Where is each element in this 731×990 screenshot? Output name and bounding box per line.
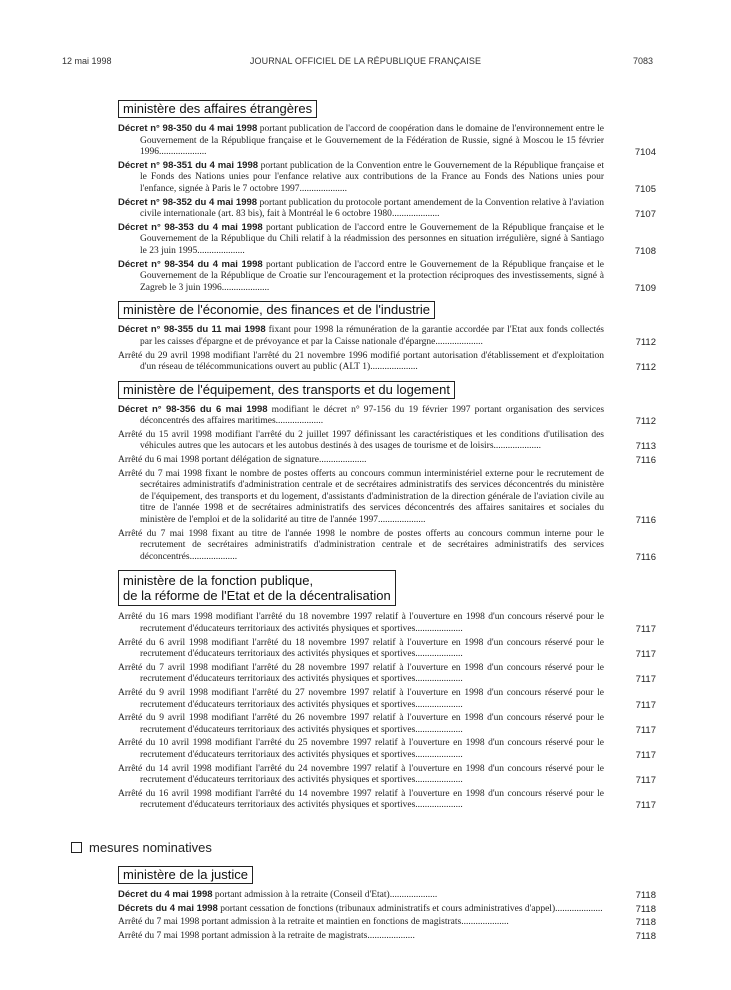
entry-text bbox=[118, 737, 604, 761]
entry-page-number: 7118 bbox=[635, 917, 656, 929]
toc-entry[interactable] bbox=[118, 404, 656, 428]
entry-text bbox=[118, 197, 604, 221]
entry-page-number: 7112 bbox=[635, 362, 656, 374]
toc-entry[interactable] bbox=[118, 324, 656, 348]
toc-entry[interactable] bbox=[118, 712, 656, 736]
section-title-line: ministère des affaires étrangères bbox=[123, 101, 313, 116]
toc-entry[interactable] bbox=[118, 637, 656, 661]
entry-page-number: 7104 bbox=[634, 147, 656, 159]
toc-entry[interactable] bbox=[118, 528, 656, 564]
entry-text bbox=[118, 930, 604, 943]
entry-description: Arrêté du 14 avril 1998 modifiant l'arrêté du 24 novembre 1997 relatif à l'ouverture en 1998 d'un concours réservé pour le recrutement d'éducateurs territoriaux des activités physiques et sportives bbox=[118, 763, 604, 786]
entry-description: portant cessation de fonctions (tribunaux administratifs et cours administratives d'appel) bbox=[217, 903, 556, 914]
entry-text bbox=[118, 404, 604, 428]
entry-description: portant publication du protocole portant amendement de la Convention relative à l'aviation civile internationale (art. 83 bis), fait à Montréal le 6 octobre 1980 bbox=[140, 197, 604, 220]
entry-page-number: 7116 bbox=[635, 515, 656, 527]
entry-text bbox=[118, 324, 604, 348]
entry-description: portant publication de la Convention entre le Gouvernement de la République française et le Fonds des Nations unies pour l'enfance relative aux contributions de la France au Fonds des Nations unies pour l'enfance, signée à Paris le 7 octobre 1997 bbox=[140, 160, 605, 194]
header-date: 12 mai 1998 bbox=[62, 56, 112, 66]
entry-leader-dots: .................... bbox=[275, 416, 324, 427]
entry-description: Arrêté du 9 avril 1998 modifiant l'arrêté du 27 novembre 1997 relatif à l'ouverture en 1998 d'un concours réservé pour le recrutement d'éducateurs territoriaux des activités physiques et sportives bbox=[118, 687, 604, 710]
section-title bbox=[118, 381, 455, 399]
toc-entry[interactable] bbox=[118, 350, 656, 374]
entry-leader-dots: .................... bbox=[415, 674, 463, 685]
entry-text bbox=[118, 903, 604, 916]
section-title bbox=[118, 570, 396, 606]
entry-page-number: 7112 bbox=[635, 336, 656, 348]
entry-description: Arrêté du 15 avril 1998 modifiant l'arrêté du 2 juillet 1997 définissant les caractéristiques et les conditions d'utilisation des véhicules autres que les autocars et les autobus destinés à des usages de tourisme et de loisirs bbox=[118, 429, 604, 452]
entry-text bbox=[118, 712, 604, 736]
entry-leader-dots: .................... bbox=[389, 890, 438, 900]
entry-decree-ref: Décret n° 98-351 du 4 mai 1998 bbox=[118, 159, 259, 171]
entry-leader-dots: .................... bbox=[415, 749, 463, 760]
entry-description: Arrêté du 29 avril 1998 modifiant l'arrêté du 21 novembre 1996 modifié portant autorisation d'établissement et d'exploitation d'un réseau de télécommunications ouvert au public (ALT 1) bbox=[118, 350, 604, 373]
entry-leader-dots: .................... bbox=[415, 775, 463, 786]
entry-leader-dots: .................... bbox=[377, 515, 426, 526]
entry-text bbox=[118, 637, 604, 661]
toc-entry[interactable] bbox=[118, 903, 656, 916]
toc-entry[interactable] bbox=[118, 687, 656, 711]
toc-entry[interactable] bbox=[118, 197, 656, 221]
entry-text bbox=[118, 788, 604, 812]
entry-text bbox=[118, 259, 604, 295]
entry-description: Arrêté du 6 avril 1998 modifiant l'arrêté du 18 novembre 1997 relatif à l'ouverture en 1998 d'un concours réservé pour le recrutement d'éducateurs territoriaux des activités physiques et sportives bbox=[118, 637, 604, 660]
entry-leader-dots: .................... bbox=[197, 245, 245, 256]
entry-page-number: 7117 bbox=[635, 749, 656, 761]
toc-entry[interactable] bbox=[118, 930, 656, 943]
entry-text bbox=[118, 123, 604, 159]
toc-entry[interactable] bbox=[118, 454, 656, 467]
entry-page-number: 7117 bbox=[635, 649, 656, 661]
mesures-nominatives-heading bbox=[71, 840, 212, 855]
entry-page-number: 7116 bbox=[635, 455, 656, 467]
entry-text bbox=[118, 222, 604, 258]
toc-entry[interactable] bbox=[118, 222, 656, 258]
entry-leader-dots: .................... bbox=[415, 699, 463, 710]
entry-description: fixant pour 1998 la rémunération de la garantie accordée par l'Etat aux fonds collectés par les caisses d'épargne et de prévoyance et par la Caisse nationale d'épargne bbox=[140, 325, 604, 347]
section-justice bbox=[118, 866, 656, 942]
entry-page-number: 7109 bbox=[634, 282, 656, 294]
section-equipement bbox=[118, 381, 656, 564]
entry-page-number: 7117 bbox=[635, 674, 656, 686]
entry-leader-dots: .................... bbox=[189, 551, 238, 562]
section-title-line: ministère de l'équipement, des transports et du logement bbox=[123, 381, 450, 397]
section-affaires-etrangeres bbox=[118, 100, 656, 294]
entry-description: Arrêté du 7 mai 1998 fixant le nombre de postes offerts au concours commun interministériel externe pour le recrutement de secrétaires administratifs d'administration centrale et de secrétaires administratifs des services déconcentrés du ministère de l'équipement, des transports et du logement, d'assistants d'administration de la direction générale de l'aviation civile au titre de l'année 1998 et de secrétaires administratifs des services déconcentrés des affaires sanitaires et sociales du ministère de l'emploi et de la solidarité au titre de l'année 1997 bbox=[118, 468, 604, 526]
entry-description: Arrêté du 16 avril 1998 modifiant l'arrêté du 14 novembre 1997 relatif à l'ouverture en 1998 d'un concours réservé pour le recrutement d'éducateurs territoriaux des activités physiques et sportives bbox=[118, 788, 604, 811]
entry-decree-ref: Décret n° 98-352 du 4 mai 1998 bbox=[118, 196, 258, 208]
toc-entry[interactable] bbox=[118, 916, 656, 929]
toc-entry[interactable] bbox=[118, 889, 656, 902]
entry-description: portant publication de l'accord entre le Gouvernement de la République française et le Gouvernement de la République du Chili relatif à la réadmission des personnes en situation irrégulière, signé à Santiago le 23 juin 1995 bbox=[140, 222, 604, 256]
toc-entry[interactable] bbox=[118, 429, 656, 453]
toc-entry[interactable] bbox=[118, 737, 656, 761]
entry-leader-dots: .................... bbox=[435, 336, 483, 347]
entry-description: portant publication de l'accord entre le Gouvernement de la République française et le Gouvernement de la République de Croatie sur l'encouragement et la protection réciproques des investissements, signé à Zagreb le 3 juin 1996 bbox=[140, 259, 604, 293]
entry-leader-dots: .................... bbox=[493, 441, 542, 452]
section-title-line: de la réforme de l'Etat et de la décentralisation bbox=[123, 588, 391, 604]
entry-page-number: 7118 bbox=[635, 890, 656, 901]
entry-leader-dots: .................... bbox=[415, 800, 463, 811]
entry-description: Arrêté du 7 mai 1998 portant admission à la retraite et maintien en fonctions de magistrats bbox=[118, 917, 462, 928]
section-economie bbox=[118, 301, 656, 373]
entry-leader-dots: .................... bbox=[159, 147, 207, 158]
header-title: JOURNAL OFFICIEL DE LA RÉPUBLIQUE FRANÇAISE bbox=[249, 56, 482, 66]
entry-text bbox=[118, 687, 604, 711]
entry-page-number: 7116 bbox=[635, 551, 656, 563]
entry-description: Arrêté du 16 mars 1998 modifiant l'arrêté du 18 novembre 1997 relatif à l'ouverture en 1998 d'un concours réservé pour le recrutement d'éducateurs territoriaux des activités physiques et sportives bbox=[118, 612, 604, 634]
toc-entry[interactable] bbox=[118, 160, 656, 196]
entry-leader-dots: .................... bbox=[299, 183, 347, 194]
entry-text bbox=[118, 429, 604, 453]
entry-decree-ref: Décret n° 98-350 du 4 mai 1998 bbox=[118, 123, 258, 134]
toc-entry[interactable] bbox=[118, 259, 656, 295]
entry-text bbox=[118, 662, 604, 686]
entry-description: Arrêté du 7 avril 1998 modifiant l'arrêté du 28 novembre 1997 relatif à l'ouverture en 1998 d'un concours réservé pour le recrutement d'éducateurs territoriaux des activités physiques et sportives bbox=[118, 662, 604, 685]
section-title-line: ministère de l'économie, des finances et de l'industrie bbox=[123, 302, 431, 318]
entry-page-number: 7105 bbox=[634, 183, 656, 195]
entry-text bbox=[118, 763, 604, 787]
header-page-number: 7083 bbox=[632, 56, 653, 66]
entry-text bbox=[118, 160, 604, 196]
entry-leader-dots: .................... bbox=[319, 455, 367, 466]
entry-description: Arrêté du 7 mai 1998 fixant au titre de l'année 1998 le nombre de postes offerts au concours commun interne pour le recrutement de secrétaires administratifs d'administration centrale et de secrétaires administratifs des services déconcentrés bbox=[118, 528, 604, 562]
entry-page-number: 7117 bbox=[635, 775, 656, 787]
entry-description: Arrêté du 9 avril 1998 modifiant l'arrêté du 26 novembre 1997 relatif à l'ouverture en 1998 d'un concours réservé pour le recrutement d'éducateurs territoriaux des activités physiques et sportives bbox=[118, 713, 604, 735]
entry-leader-dots: .................... bbox=[555, 903, 603, 914]
section-title-line: ministère de la fonction publique, bbox=[123, 573, 314, 589]
entry-page-number: 7117 bbox=[635, 800, 656, 812]
entry-description: Arrêté du 7 mai 1998 portant admission à la retraite de magistrats bbox=[118, 930, 368, 941]
entry-page-number: 7118 bbox=[635, 930, 656, 942]
entry-decree-ref: Décret n° 98-354 du 4 mai 1998 bbox=[118, 258, 263, 270]
justice-section-container bbox=[118, 866, 656, 949]
section-title bbox=[118, 866, 253, 884]
entry-page-number: 7117 bbox=[635, 724, 656, 736]
entry-leader-dots: .................... bbox=[370, 362, 418, 373]
entry-text bbox=[118, 611, 604, 635]
entry-page-number: 7113 bbox=[635, 441, 656, 453]
toc-entry[interactable] bbox=[118, 788, 656, 812]
entry-text bbox=[118, 528, 604, 564]
entry-leader-dots: .................... bbox=[367, 930, 415, 941]
entry-text bbox=[118, 889, 604, 902]
toc-entry[interactable] bbox=[118, 763, 656, 787]
entry-decree-ref: Décret du 4 mai 1998 bbox=[118, 889, 213, 900]
entry-decree-ref: Décret n° 98-353 du 4 mai 1998 bbox=[118, 221, 263, 233]
entry-page-number: 7117 bbox=[635, 699, 656, 711]
mesures-nominatives-label: mesures nominatives bbox=[89, 840, 212, 855]
toc-entry[interactable] bbox=[118, 123, 656, 159]
entry-leader-dots: .................... bbox=[415, 724, 463, 735]
entry-text bbox=[118, 454, 604, 467]
checkbox-square-icon bbox=[71, 842, 82, 853]
entry-text bbox=[118, 468, 604, 527]
entry-leader-dots: .................... bbox=[415, 649, 463, 660]
entry-description: Arrêté du 6 mai 1998 portant délégation de signature bbox=[118, 455, 320, 466]
section-title bbox=[118, 100, 317, 118]
entry-leader-dots: .................... bbox=[415, 624, 463, 634]
toc-entry[interactable] bbox=[118, 611, 656, 635]
entry-leader-dots: .................... bbox=[391, 209, 440, 220]
entry-decree-ref: Décrets du 4 mai 1998 bbox=[118, 902, 218, 914]
entry-page-number: 7107 bbox=[634, 209, 656, 221]
entry-text bbox=[118, 916, 604, 929]
entry-page-number: 7117 bbox=[635, 624, 656, 635]
entry-page-number: 7112 bbox=[635, 416, 656, 428]
entry-description: modifiant le décret n° 97-156 du 19 février 1997 portant organisation des services déconcentrés des affaires maritimes bbox=[140, 404, 605, 427]
entry-decree-ref: Décret n° 98-355 du 11 mai 1998 bbox=[118, 324, 266, 336]
entry-description: portant publication de l'accord de coopération dans le domaine de l'environnement entre le Gouvernement de la République française et le Gouvernement de la Fédération de Russie, signé à Moscou le 15 février 1996 bbox=[140, 124, 604, 158]
entry-text bbox=[118, 350, 604, 374]
toc-entry[interactable] bbox=[118, 468, 656, 527]
entry-description: portant admission à la retraite (Conseil d'Etat) bbox=[212, 890, 390, 900]
entry-description: Arrêté du 10 avril 1998 modifiant l'arrêté du 25 novembre 1997 relatif à l'ouverture en 1998 d'un concours réservé pour le recrutement d'éducateurs territoriaux des activités physiques et sportives bbox=[118, 738, 604, 760]
table-of-contents bbox=[118, 100, 656, 819]
entry-decree-ref: Décret n° 98-356 du 6 mai 1998 bbox=[118, 403, 268, 415]
entry-leader-dots: .................... bbox=[461, 917, 509, 928]
entry-page-number: 7118 bbox=[635, 903, 656, 915]
toc-entry[interactable] bbox=[118, 662, 656, 686]
entry-leader-dots: .................... bbox=[221, 282, 270, 293]
section-fonction-publique bbox=[118, 570, 656, 812]
section-title bbox=[118, 301, 435, 319]
entry-page-number: 7108 bbox=[634, 245, 656, 257]
section-title-line: ministère de la justice bbox=[123, 867, 248, 882]
